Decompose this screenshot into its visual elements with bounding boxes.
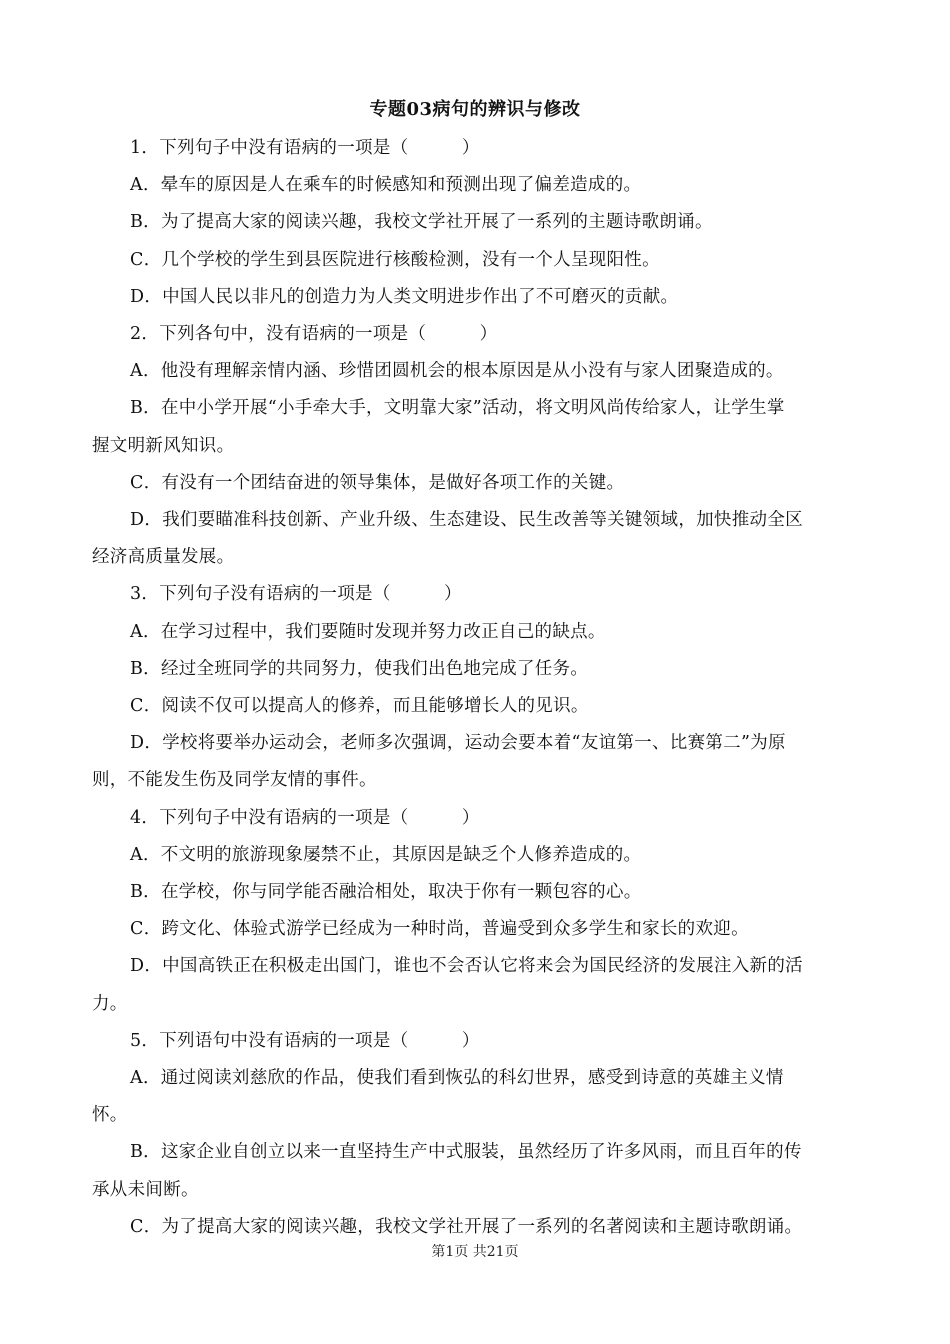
text-line: D．中国人民以非凡的创造力为人类文明进步作出了不可磨灭的贡献。 bbox=[130, 286, 679, 307]
text-line: 力。 bbox=[92, 993, 128, 1014]
text-line: 2．下列各句中，没有语病的一项是（ ） bbox=[130, 324, 498, 345]
text-line: 5．下列语句中没有语病的一项是（ ） bbox=[130, 1030, 480, 1051]
text-line: A．在学习过程中，我们要随时发现并努力改正自己的缺点。 bbox=[130, 621, 606, 642]
text-line: 1．下列句子中没有语病的一项是（ ） bbox=[130, 138, 480, 158]
page-footer: 第1页 共21页 bbox=[431, 1244, 519, 1260]
text-line: A．通过阅读刘慈欣的作品，使我们看到恢弘的科幻世界，感受到诗意的英雄主义情 bbox=[130, 1068, 784, 1089]
text-line: B．为了提高大家的阅读兴趣，我校文学社开展了一系列的主题诗歌朗诵。 bbox=[130, 212, 713, 233]
document-title: 专题03病句的辨识与修改 bbox=[369, 99, 581, 120]
text-line: D．中国高铁正在积极走出国门，谁也不会否认它将来会为国民经济的发展注入新的活 bbox=[130, 956, 803, 977]
document-body bbox=[92, 130, 858, 1246]
text-line: 经济高质量发展。 bbox=[92, 547, 235, 568]
text-line: 握文明新风知识。 bbox=[92, 435, 235, 456]
text-line: C．为了提高大家的阅读兴趣，我校文学社开展了一系列的名著阅读和主题诗歌朗诵。 bbox=[130, 1216, 803, 1237]
text-line: D．学校将要举办运动会，老师多次强调，运动会要本着“友谊第一、比赛第二”为原 bbox=[130, 733, 786, 754]
text-line: B．在学校，你与同学能否融洽相处，取决于你有一颗包容的心。 bbox=[130, 882, 642, 903]
text-line: B．这家企业自创立以来一直坚持生产中式服装，虽然经历了许多风雨，而且百年的传 bbox=[130, 1142, 802, 1163]
text-line: C．跨文化、体验式游学已经成为一种时尚，普遍受到众多学生和家长的欢迎。 bbox=[130, 919, 749, 940]
text-line: D．我们要瞄准科技创新、产业升级、生态建设、民生改善等关键领域，加快推动全区 bbox=[130, 510, 803, 531]
text-line: B．经过全班同学的共同努力，使我们出色地完成了任务。 bbox=[130, 658, 589, 679]
text-line: 4．下列句子中没有语病的一项是（ ） bbox=[130, 807, 480, 828]
text-line: A．不文明的旅游现象屡禁不止，其原因是缺乏个人修养造成的。 bbox=[130, 844, 642, 865]
text-line: 3．下列句子没有语病的一项是（ ） bbox=[130, 584, 462, 605]
text-line: B．在中小学开展“小手牵大手，文明靠大家”活动，将文明风尚传给家人，让学生掌 bbox=[130, 398, 785, 419]
text-line: C．阅读不仅可以提高人的修养，而且能够增长人的见识。 bbox=[130, 696, 589, 717]
text-line: C．几个学校的学生到县医院进行核酸检测，没有一个人呈现阳性。 bbox=[130, 249, 660, 270]
text-line: C．有没有一个团结奋进的领导集体，是做好各项工作的关键。 bbox=[130, 472, 625, 493]
text-line: A．他没有理解亲情内涵、珍惜团圆机会的根本原因是从小没有与家人团聚造成的。 bbox=[130, 361, 784, 382]
text-line: 怀。 bbox=[92, 1105, 128, 1126]
text-line: 则，不能发生伤及同学友情的事件。 bbox=[92, 770, 377, 791]
text-line: A．晕车的原因是人在乘车的时候感知和预测出现了偏差造成的。 bbox=[130, 175, 642, 196]
text-line: 承从未间断。 bbox=[92, 1179, 199, 1200]
